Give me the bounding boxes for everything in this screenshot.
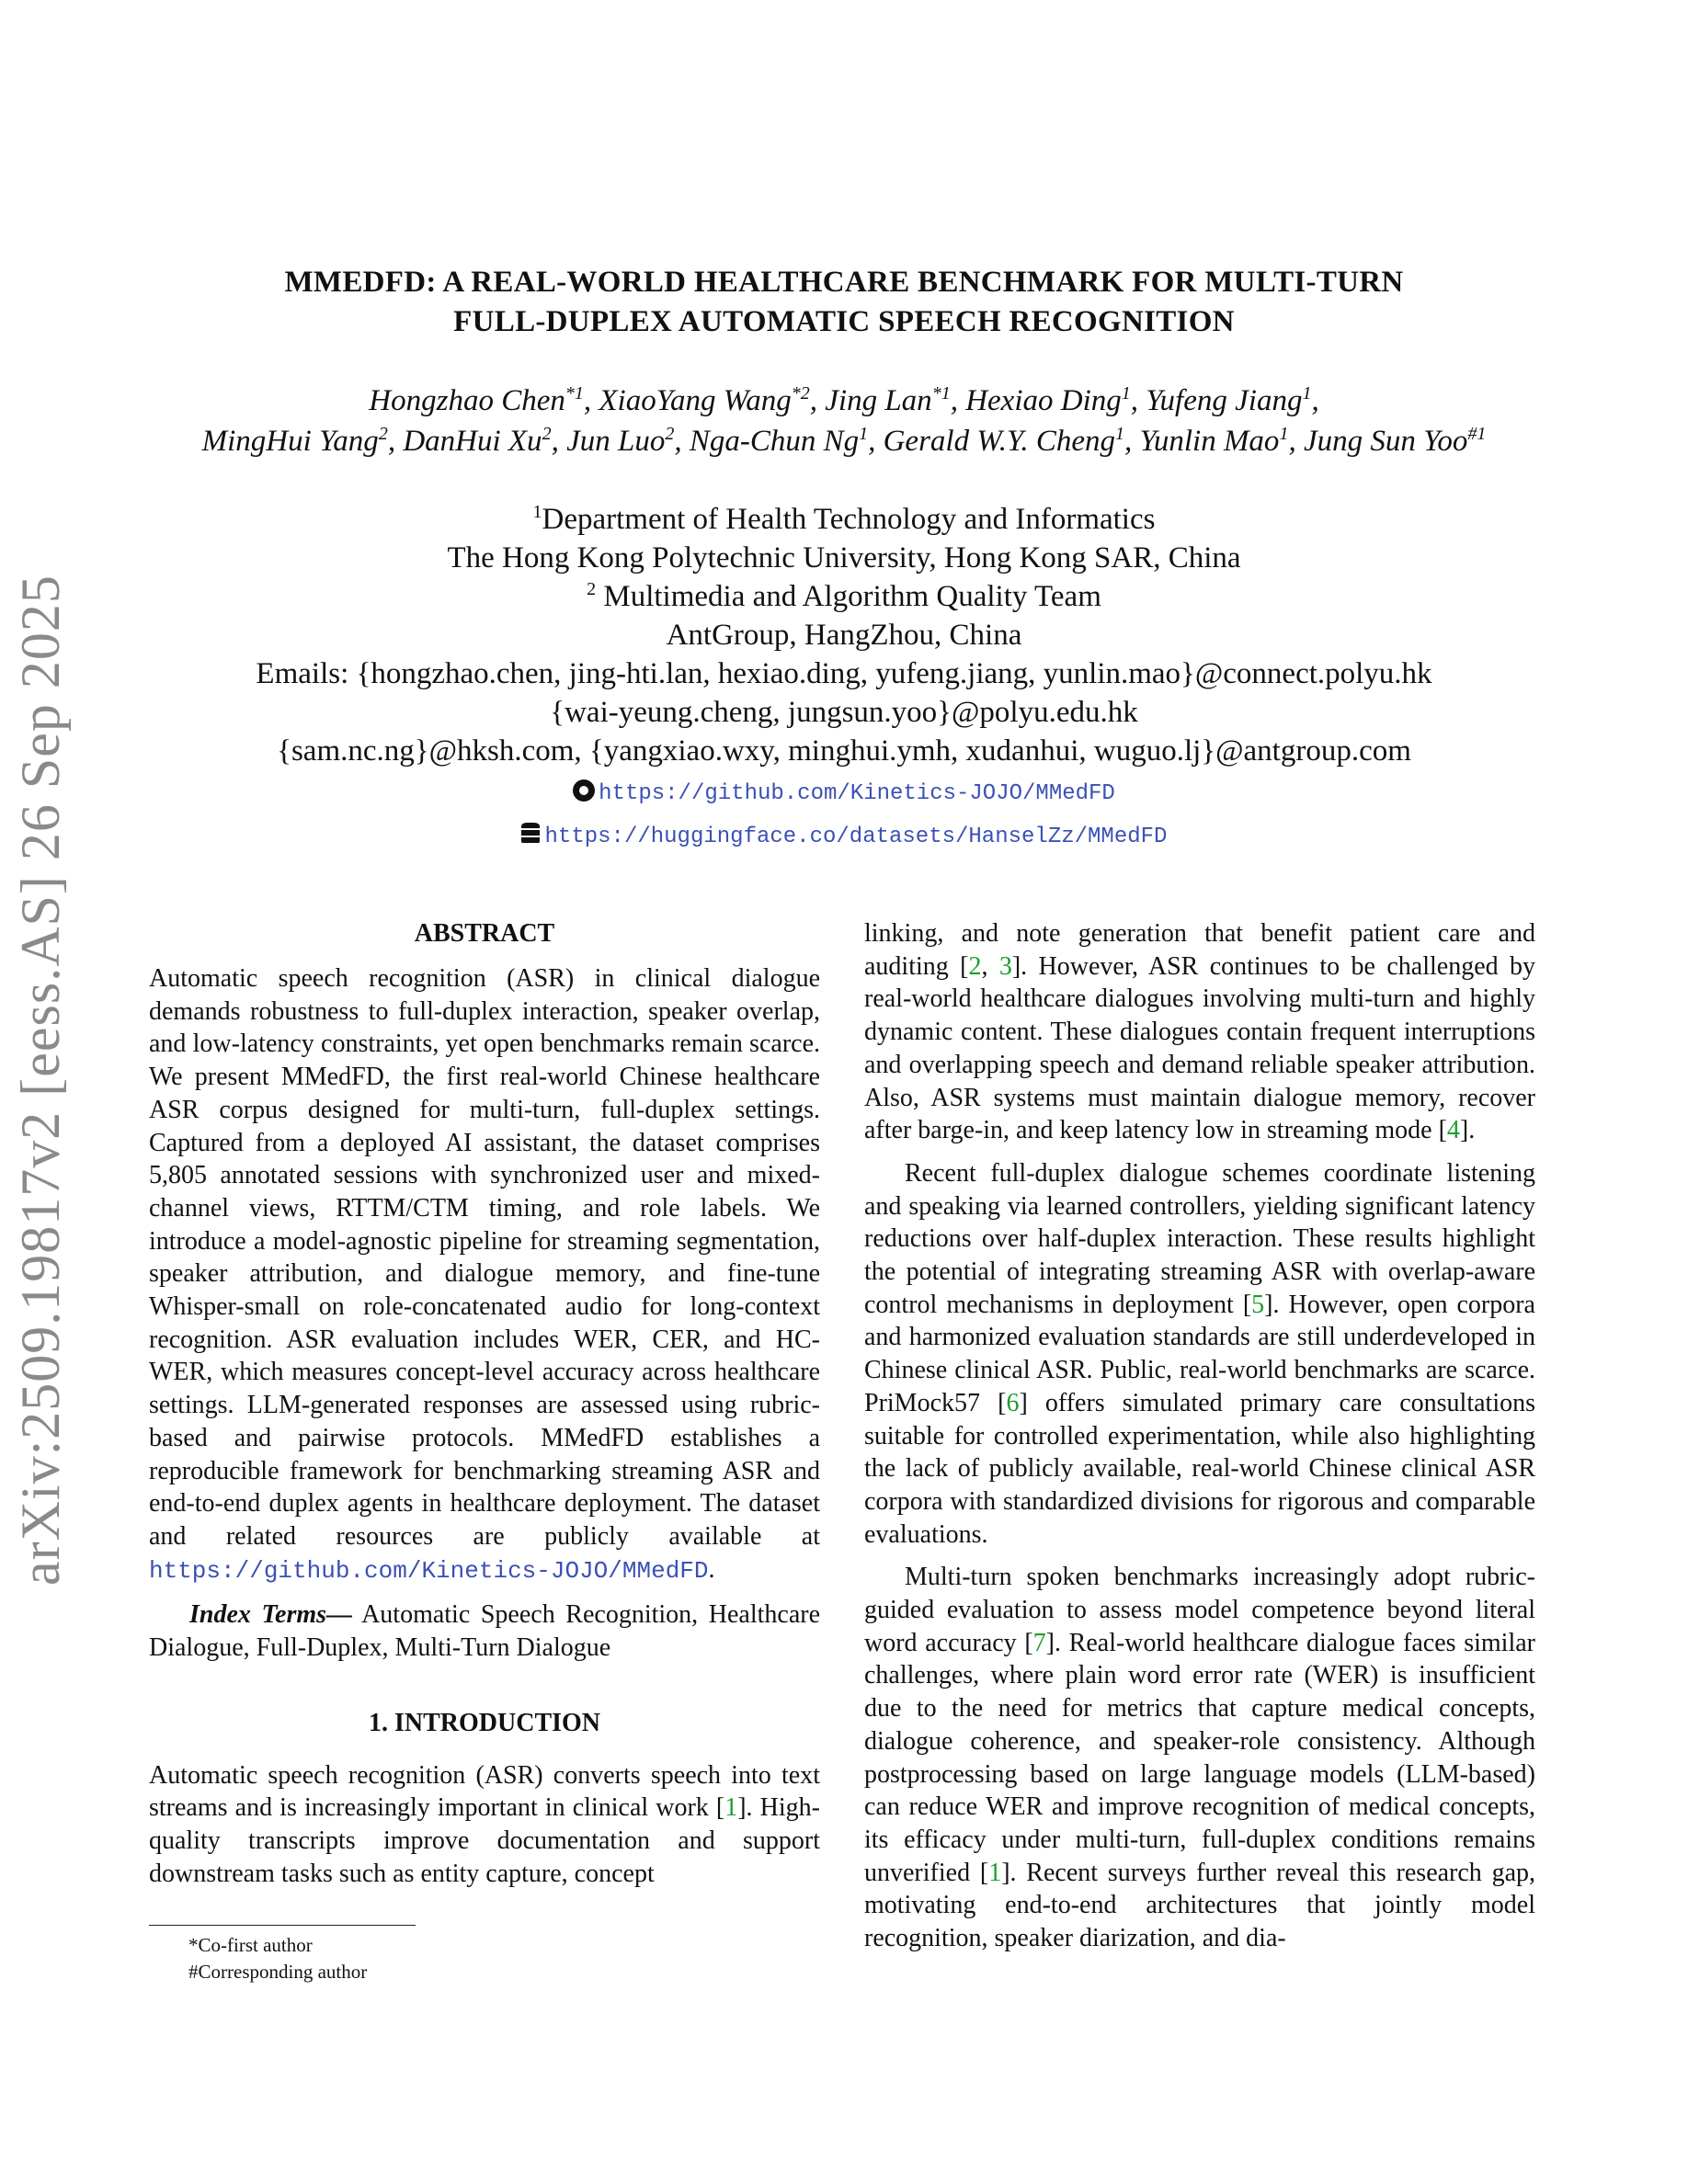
citation-link[interactable]: 3 <box>998 951 1012 981</box>
huggingface-link[interactable]: https://huggingface.co/datasets/HanselZz/MMedFD <box>544 825 1168 849</box>
author-line-1: Hongzhao Chen$^{*1}$, XiaoYang Wang$^{*2}$, Jing Lan$^{*1}$, Hexiao Ding$^1$, Yufeng Jiang$^1$, <box>369 383 1319 417</box>
author-sup: *2 <box>791 383 810 404</box>
footnotes <box>188 1932 367 1985</box>
citation-link[interactable]: 5 <box>1251 1290 1265 1319</box>
citation-link[interactable]: 1 <box>988 1858 1002 1887</box>
author-name: Hongzhao Chen <box>369 384 565 417</box>
author-sup: *1 <box>931 383 951 404</box>
author-name: Yufeng Jiang <box>1146 384 1303 417</box>
intro-paragraph-3: Multi-turn spoken benchmarks increasingly adopt rubric-guided evaluation to assess model competence beyond literal word accuracy [7]. Real-world healthcare dialogue faces similar challenges, where plain word error rate (WER) is insufficient due to the need for metrics that capture medical concepts, dialogue coherence, and speaker-role consistency. Although postprocessing based on large language models (LLM-based) can reduce WER and improve recognition of medical concepts, its efficacy under multi-turn, full-duplex conditions remains unverified [1]. Recent surveys further reveal this research gap, motivating end-to-end architectures that jointly model recognition, speaker diarization, and dia- <box>864 1563 1536 1953</box>
footnote-corresponding: #Corresponding author <box>188 1961 368 1983</box>
title-line-1: MMEDFD: A REAL-WORLD HEALTHCARE BENCHMARK FOR MULTI-TURN <box>284 266 1404 299</box>
emails-line-2: {wai-yeung.cheng, jungsun.yoo}@polyu.edu.hk <box>550 696 1138 729</box>
author-name: Jung Sun Yoo <box>1303 425 1468 458</box>
index-terms-label: Index Terms— <box>189 1600 353 1630</box>
emails-line-1: Emails: {hongzhao.chen, jing-hti.lan, hexiao.ding, yufeng.jiang, yunlin.mao}@connect.polyu.hk <box>256 657 1432 690</box>
author-name: XiaoYang Wang <box>599 384 792 417</box>
citation-link[interactable]: 1 <box>724 1793 738 1823</box>
huggingface-link-row[interactable] <box>110 813 1578 857</box>
author-name: Jun Luo <box>566 425 666 458</box>
author-name: Yunlin Mao <box>1139 425 1280 458</box>
author-name: Hexiao Ding <box>965 384 1122 417</box>
author-sup: *1 <box>565 383 584 404</box>
author-sup: 1 <box>859 424 869 444</box>
author-sup: 1 <box>1115 424 1125 444</box>
affiliations <box>110 500 1578 857</box>
citation-link[interactable]: 4 <box>1446 1116 1460 1145</box>
emails-line-3: {sam.nc.ng}@hksh.com, {yangxiao.wxy, minghui.ymh, xudanhui, wuguo.lj}@antgroup.com <box>277 734 1411 768</box>
affiliation-2-team: $^2$ Multimedia and Algorithm Quality Team <box>587 579 1101 613</box>
abstract-github-link[interactable]: https://github.com/Kinetics-JOJO/MMedFD <box>149 1556 709 1585</box>
footnote-co-first: *Co-first author <box>188 1934 313 1956</box>
author-sup: 1 <box>1302 383 1312 404</box>
affiliation-1-dept: $^1$Department of Health Technology and Informatics <box>532 502 1156 536</box>
citation-link[interactable]: 6 <box>1006 1388 1020 1417</box>
paper-title <box>147 263 1541 342</box>
author-sup: 2 <box>378 424 388 444</box>
left-column <box>149 917 820 1891</box>
arxiv-side-stamp: arXiv:2509.19817v2 [eess.AS] 26 Sep 2025 <box>10 574 71 1586</box>
affiliation-1-univ: The Hong Kong Polytechnic University, Hong Kong SAR, China <box>447 541 1241 574</box>
author-sup: 1 <box>1121 383 1131 404</box>
intro-paragraph-1-cont: linking, and note generation that benefit patient care and auditing [2, 3]. However, ASR continues to be challenged by real-world healthcare dialogues involving multi-turn and highly dynamic content. These dialogues contain frequent interruptions and overlapping speech and demand reliable speaker attribution. Also, ASR systems must maintain dialogue memory, recover after barge-in, and keep latency low in streaming mode [4]. <box>864 919 1535 1145</box>
footnote-divider <box>149 1925 416 1926</box>
github-link-row[interactable] <box>110 770 1578 813</box>
abstract-text: Automatic speech recognition (ASR) in clinical dialogue demands robustness to full-duplex interaction, speaker overlap, and low-latency constraints, yet open benchmarks remain scarce. We present MMedFD, the first real-world Chinese healthcare ASR corpus designed for multi-turn, full-duplex settings. Captured from a deployed AI assistant, the dataset comprises 5,805 annotated sessions with synchronized user and mixed-channel views, RTTM/CTM timing, and role labels. We introduce a model-agnostic pipeline for streaming segmentation, speaker attribution, and dialogue memory, and fine-tune Whisper-small on role-concatenated audio for long-context recognition. ASR evaluation includes WER, CER, and HC-WER, which measures concept-level accuracy across healthcare settings. LLM-generated responses are assessed using rubric-based and pairwise protocols. MMedFD establishes a reproducible framework for benchmarking streaming ASR and end-to-end duplex agents in healthcare deployment. The dataset and related resources are publicly available at https://github.com/Kinetics-JOJO/MMedFD. <box>149 964 820 1585</box>
citation-link[interactable]: 2 <box>968 951 982 981</box>
author-line-2: MingHui Yang$^2$, DanHui Xu$^2$, Jun Luo$^2$, Nga-Chun Ng$^1$, Gerald W.Y. Cheng$^1$, Yunlin Mao$^1$, Jung Sun Yoo$^{\#1}$ <box>201 424 1487 458</box>
author-name: MingHui Yang <box>201 425 379 458</box>
github-link[interactable]: https://github.com/Kinetics-JOJO/MMedFD <box>599 781 1115 806</box>
author-name: Jing Lan <box>825 384 932 417</box>
database-icon <box>521 823 540 845</box>
title-line-2: FULL-DUPLEX AUTOMATIC SPEECH RECOGNITION <box>453 305 1235 338</box>
author-list <box>110 381 1578 461</box>
intro-paragraph-2: Recent full-duplex dialogue schemes coordinate listening and speaking via learned controllers, yielding significant latency reductions over half-duplex interaction. These results highlight the potential of integrating streaming ASR with overlap-aware control mechanisms in deployment [5]. However, open corpora and harmonized evaluation standards are still underdeveloped in Chinese clinical ASR. Public, real-world benchmarks are scarce. PriMock57 [6] offers simulated primary care consultations suitable for controlled experimentation, while also highlighting the lack of publicly available, real-world Chinese clinical ASR corpora with standardized divisions for rigorous and comparable evaluations. <box>864 1158 1535 1549</box>
citation-link[interactable]: 7 <box>1032 1628 1046 1657</box>
index-terms: Index Terms— Automatic Speech Recognition, Healthcare Dialogue, Full-Duplex, Multi-Turn Dialogue <box>149 1600 820 1663</box>
author-sup: 2 <box>542 424 552 444</box>
author-sup: 1 <box>1279 424 1289 444</box>
abstract-heading: ABSTRACT <box>414 919 555 948</box>
github-icon <box>573 779 595 802</box>
author-sup: #1 <box>1467 424 1487 444</box>
author-name: DanHui Xu <box>403 425 542 458</box>
author-name: Nga-Chun Ng <box>689 425 860 458</box>
author-name: Gerald W.Y. Cheng <box>883 425 1116 458</box>
intro-paragraph-1: Automatic speech recognition (ASR) converts speech into text streams and is increasingly important in clinical work [1]. High-quality transcripts improve documentation and support downstream tasks such as entity capture, concept <box>149 1760 820 1888</box>
author-sup: 2 <box>665 424 675 444</box>
intro-heading: 1. INTRODUCTION <box>368 1708 601 1737</box>
right-column <box>864 917 1535 1955</box>
affiliation-2-org: AntGroup, HangZhou, China <box>666 619 1022 652</box>
